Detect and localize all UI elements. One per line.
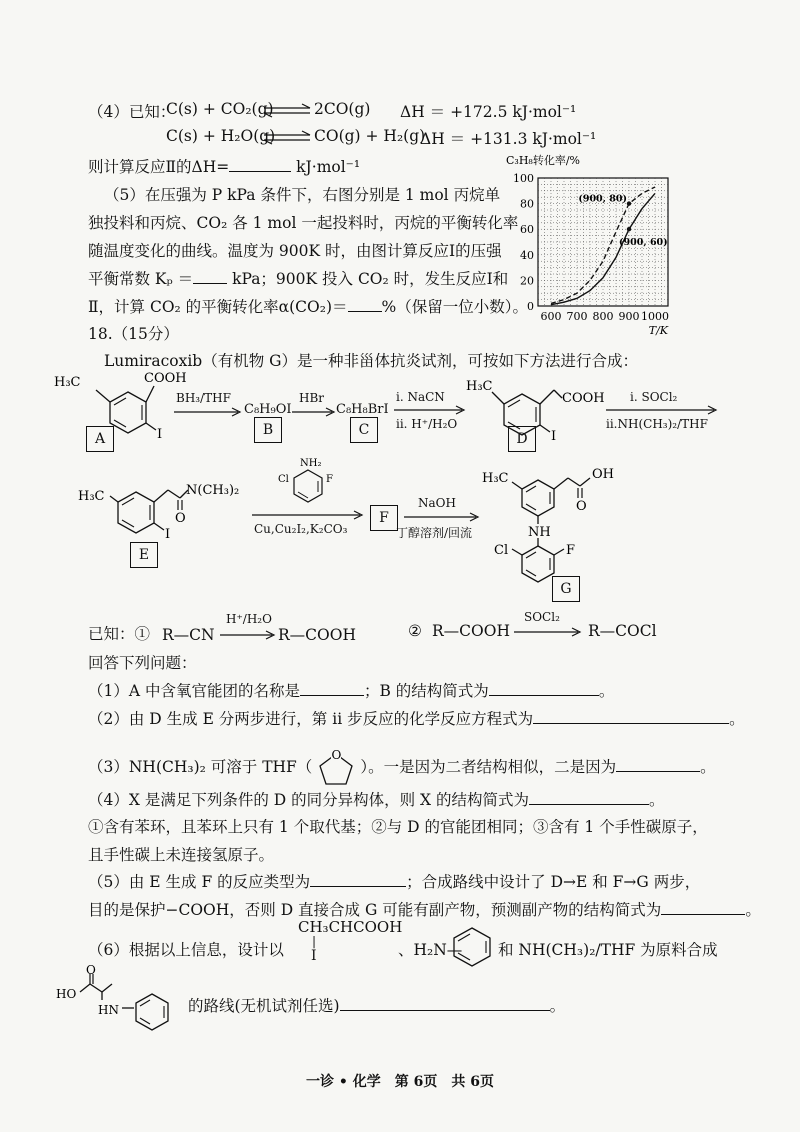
sub-question-5-line-2 (88, 898, 761, 920)
arrow-icon (392, 405, 468, 415)
s6-end: 。 (549, 997, 566, 1015)
arrow-icon (290, 407, 338, 417)
answer-blank[interactable] (310, 872, 406, 887)
nh-label: NH (528, 525, 551, 540)
q5-line-4 (88, 267, 508, 289)
arrow-icon (402, 512, 482, 522)
s1-end: 。 (598, 682, 615, 700)
q4-eq1-left: C(s) + CO₂(g) (166, 100, 274, 118)
page-footer: 一诊 • 化学 第 6页 共 6页 (306, 1074, 494, 1090)
hydroxyl-label: HO (56, 987, 77, 1001)
x-tick-label: 700 (566, 310, 588, 323)
label-box-c: C (350, 417, 378, 443)
arrow-icon (512, 627, 584, 637)
s6-start-struct-top: CH₃CHCOOH (298, 918, 403, 936)
q5-line-2: 独投料和丙烷、CO₂ 各 1 mol 一起投料时，丙烷的平衡转化率 (88, 214, 519, 232)
q4-eq2-left: C(s) + H₂O(g) (166, 127, 276, 145)
arrow-icon (172, 407, 244, 417)
known1-right: R—COOH (278, 626, 356, 644)
s1-mid: ；B 的结构简式为 (363, 682, 489, 700)
cooh-label: COOH (562, 391, 605, 406)
reagent-f-g-2: 丁醇溶剂/回流 (396, 526, 473, 540)
annotated-point (627, 201, 631, 205)
x-tick-label: 900 (618, 310, 640, 323)
y-tick-label: 20 (520, 274, 534, 288)
x-tick-label: 800 (592, 310, 614, 323)
y-tick-label: 60 (520, 223, 534, 237)
equilibrium-arrow-icon (262, 104, 314, 118)
methyl-label: H₃C (54, 375, 81, 390)
sub-question-6: （6）根据以上信息，设计以 (88, 941, 284, 959)
s5-mid: ；合成路线中设计了 D→E 和 F→G 两步， (406, 873, 701, 891)
s6-line-2 (188, 994, 565, 1016)
arrow-icon (218, 630, 278, 640)
q4-eq2-right: CO(g) + H₂(g) (314, 127, 426, 145)
x-tick-label: 600 (540, 310, 562, 323)
arrow-icon (604, 405, 720, 415)
methyl-label: H₃C (78, 489, 105, 504)
iodo-label: I (551, 429, 557, 444)
thf-o-label: O (331, 748, 342, 762)
carbonyl-o-label: O (576, 499, 587, 514)
y-tick-label: 40 (520, 248, 534, 262)
answer-blank[interactable] (616, 757, 700, 772)
label-box-a: A (86, 426, 114, 452)
q4-ask-text: 则计算反应Ⅱ的ΔH= (88, 158, 230, 176)
formula-c: C₈H₈BrI (336, 402, 389, 417)
sub-question-2 (88, 707, 745, 729)
q18-intro: Lumiracoxib（有机物 G）是一种非甾体抗炎试剂，可按如下方法进行合成： (104, 352, 639, 370)
fluoro-label: F (326, 474, 333, 485)
s3-end: 。 (700, 758, 716, 776)
label-box-g: G (552, 576, 580, 602)
known2-reagent: SOCl₂ (524, 610, 560, 624)
arrow-icon (250, 510, 366, 520)
q5-alpha-post: %（保留一位小数）。 (381, 298, 528, 316)
cooh-label: COOH (144, 371, 187, 386)
answer-blank[interactable] (300, 681, 364, 696)
answer-blank[interactable] (229, 157, 291, 172)
methyl-label: H₃C (482, 471, 509, 486)
reagent-e-f: Cu,Cu₂I₂,K₂CO₃ (254, 522, 348, 536)
fluoro-label: F (566, 543, 576, 558)
chloro-label: Cl (494, 543, 509, 558)
nh-label: HN (98, 1003, 119, 1017)
dimethylamide-label: N(CH₃)₂ (186, 483, 240, 498)
s5-l2-text: 目的是保护−COOH，否则 D 直接合成 G 可能有副产物，预测副产物的结构简式为 (88, 901, 662, 919)
answer-blank[interactable] (489, 681, 599, 696)
iodo-label: I (157, 427, 163, 442)
s6-post: 和 NH(CH₃)₂/THF 为原料合成 (498, 941, 718, 959)
sub-question-1 (88, 679, 614, 701)
y-tick-label: 80 (520, 197, 534, 211)
formula-b: C₈H₉OI (244, 402, 292, 417)
reagent-c-d-1: i. NaCN (396, 390, 445, 404)
known1-reagent: H⁺/H₂O (226, 612, 272, 626)
answer-blank[interactable] (533, 709, 729, 724)
answer-blank[interactable] (193, 269, 227, 284)
reagent-d-e-1: i. SOCl₂ (630, 390, 678, 404)
hydroxyl-label: OH (592, 467, 614, 482)
s5-text: （5）由 E 生成 F 的反应类型为 (88, 873, 311, 891)
answer-blank[interactable] (661, 900, 745, 915)
annotated-point (627, 227, 631, 231)
equilibrium-arrow-icon (262, 131, 314, 145)
q4-ask-unit: kJ·mol⁻¹ (291, 158, 361, 176)
sub-question-4 (88, 788, 665, 810)
answer-blank[interactable] (340, 996, 550, 1011)
s2-text: （2）由 D 生成 E 分两步进行，第 ii 步反应的化学反应方程式为 (88, 710, 534, 728)
benzene-ring-icon (448, 925, 496, 969)
q4-intro: （4）已知： (88, 103, 176, 121)
q18-header: 18.（15分） (88, 325, 179, 343)
s4-text: （4）X 是满足下列条件的 D 的同分异构体，则 X 的结构简式为 (88, 791, 529, 809)
molecule-d (462, 368, 612, 458)
q5-kp-post: kPa；900K 投入 CO₂ 时，发生反应Ⅰ和 (227, 270, 509, 288)
reagent-b-c: HBr (299, 391, 325, 405)
iodo-label: I (165, 527, 171, 542)
molecule-e (76, 470, 276, 550)
annotation-900-60: (900, 60) (619, 237, 668, 249)
carbonyl-o-label: O (86, 963, 96, 977)
s5-end: 。 (745, 901, 761, 919)
thf-ring-icon (312, 748, 360, 788)
s6-struct-bond: | (312, 934, 317, 948)
series-line-2 (551, 193, 655, 304)
reagent-a-b: BH₃/THF (176, 391, 231, 405)
sub-question-3 (88, 748, 716, 788)
amine-label: NH₂ (300, 458, 322, 469)
y-tick-label: 100 (513, 172, 534, 185)
answer-blank[interactable] (348, 297, 382, 312)
x-axis-label: T/K (648, 324, 668, 337)
x-tick-label: 1000 (641, 310, 669, 323)
label-box-e: E (130, 542, 158, 568)
reagent-d-e-2: ii.NH(CH₃)₂/THF (606, 417, 708, 431)
q5-alpha-text: Ⅱ，计算 CO₂ 的平衡转化率α(CO₂)＝ (88, 298, 348, 316)
known1-left: R—CN (162, 626, 215, 644)
y-tick-label: 0 (527, 300, 534, 313)
s2-end: 。 (729, 710, 745, 728)
chloro-label: Cl (278, 474, 289, 485)
s6-sep: 、H₂N— (398, 941, 463, 959)
s4-end: 。 (649, 791, 665, 809)
s3-text: （3）NH(CH₃)₂ 可溶于 THF（ (88, 758, 313, 776)
q5-line-3: 随温度变化的曲线。温度为 900K 时，由图计算反应Ⅰ的压强 (88, 242, 502, 260)
conversion-chart (500, 148, 690, 338)
q5-line-1: （5）在压强为 P kPa 条件下，右图分别是 1 mol 丙烷单 (104, 186, 501, 204)
q4-eq1-right: 2CO(g) (314, 100, 371, 118)
sub-question-5 (88, 870, 700, 892)
known2-right: R—COCl (588, 622, 657, 640)
reagent-f-g-1: NaOH (418, 496, 456, 510)
s3-mid: ）。一是因为二者结构相似，二是因为 (360, 758, 617, 776)
reagent-c-d-2: ii. H⁺/H₂O (396, 417, 458, 431)
chart-title: C₃H₈转化率/% (506, 154, 580, 167)
label-box-d: D (508, 426, 536, 452)
known2-label: ② (408, 622, 422, 640)
known2-left: R—COOH (432, 622, 510, 640)
q4-ask (88, 155, 360, 177)
s4-condition-2: 且手性碳上未连接氢原子。 (88, 846, 275, 864)
answer-blank[interactable] (529, 790, 649, 805)
reagent-aniline (268, 452, 348, 512)
s6-l2-text: 的路线(无机试剂任选) (188, 997, 340, 1015)
s1-text: （1）A 中含氧官能团的名称是 (88, 682, 300, 700)
q5-kp-text: 平衡常数 Kₚ ＝ (88, 270, 194, 288)
s4-condition-1: ①含有苯环，且苯环上只有 1 个取代基；②与 D 的官能团相同；③含有 1 个手性碳原子， (88, 818, 708, 836)
annotation-900-80: (900, 80) (578, 193, 627, 205)
s6-start-struct-bottom: I (311, 948, 317, 964)
methyl-label: H₃C (466, 379, 493, 394)
carbonyl-o-label: O (175, 511, 186, 526)
label-box-f: F (370, 505, 398, 531)
known-label: 已知：① (88, 625, 151, 643)
q4-eq2-dh: ΔH ＝ +131.3 kJ·mol⁻¹ (420, 130, 597, 148)
q5-line-5 (88, 295, 528, 317)
target-molecule (50, 963, 190, 1034)
q4-eq1-dh: ΔH ＝ +172.5 kJ·mol⁻¹ (400, 103, 577, 121)
label-box-b: B (254, 417, 282, 443)
answer-prompt: 回答下列问题： (88, 654, 197, 672)
